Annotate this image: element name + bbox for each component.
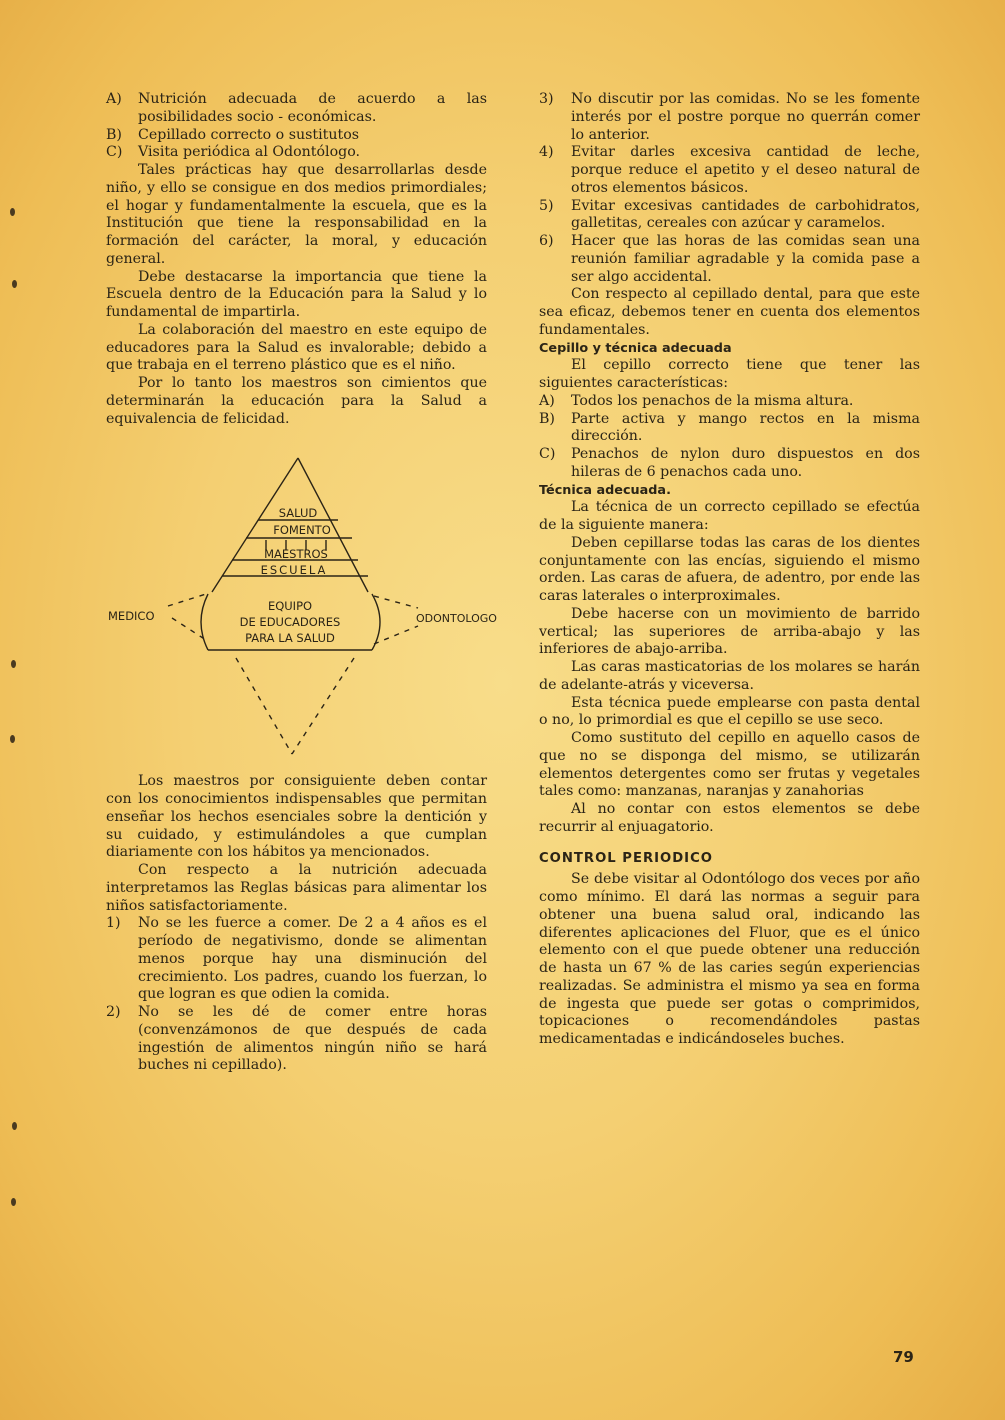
binding-hole-mark	[10, 208, 15, 216]
binding-hole-mark	[12, 1122, 17, 1130]
paragraph: Los maestros por consiguiente deben contar con los conocimientos indispensables que permitan enseñar los hechos esenciales sobre la dentición y su cuidado, y estimulándoles a que cumplan diariamente con los hábitos ya mencionados.	[106, 773, 487, 861]
paragraph: Debe destacarse la importancia que tiene la Escuela dentro de la Educación para la Salud y lo fundamental de impartirla.	[106, 268, 487, 320]
pyramid-diagram-svg	[106, 428, 497, 773]
paragraph: Deben cepillarse todas las caras de los dientes conjuntamente con las encías, siguiendo el mismo orden. Las caras de afuera, de adentro, por ende las caras laterales o interproximales.	[539, 534, 920, 604]
diagram-label-fomento: FOMENTO	[273, 523, 331, 538]
diagram-label-odontologo: ODONTOLOGO	[416, 612, 497, 626]
list-item: C) Visita periódica al Odontólogo.	[106, 144, 360, 161]
list-item: C) Penachos de nylon duro dispuestos en dos hileras de 6 penachos cada uno.	[539, 446, 920, 480]
binding-hole-mark	[11, 1198, 16, 1206]
diagram-label-salud: SALUD	[278, 506, 318, 521]
list-item: 4) Evitar darles excesiva cantidad de leche, porque reduce el apetito y el deseo natural de otros elementos básicos.	[539, 144, 920, 196]
paragraph: Debe hacerse con un movimiento de barrido vertical; las superiores de arriba-abajo y las inferiores de abajo-arriba.	[539, 605, 920, 658]
diagram-label-equipo: EQUIPO	[267, 599, 313, 614]
page-number: 79	[893, 1348, 914, 1366]
paragraph: El cepillo correcto tiene que tener las siguientes características:	[539, 357, 920, 391]
paragraph: Se debe visitar al Odontólogo dos veces por año como mínimo. El dará las normas a seguir para obtener una buena salud oral, indicando las diferentes aplicaciones del Fluor, que es el único elemento con el que puede obtener una reducción de hasta un 67 % de las caries según experiencias realizadas. Se administra el mismo ya sea en forma de ingesta que puede ser gotas o comprimidos, topicaciones o recomendándoles pastas medicamentadas e indicándoseles buches.	[539, 871, 920, 1047]
binding-hole-mark	[12, 280, 17, 288]
list-item: A) Todos los penachos de la misma altura.	[539, 392, 854, 409]
paragraph: Como sustituto del cepillo en aquello casos de que no se disponga del mismo, se utilizarán elementos detergentes como ser frutas y vegetales tales como: manzanas, naranjas y zanahorias	[539, 730, 920, 800]
binding-hole-mark	[11, 660, 16, 668]
paragraph: Con respecto a la nutrición adecuada interpretamos las Reglas básicas para alimentar los niños satisfactoriamente.	[106, 862, 487, 914]
paragraph: Por lo tanto los maestros son cimientos que determinarán la educación para la Salud a equivalencia de felicidad.	[106, 375, 487, 427]
list-item: 6) Hacer que las horas de las comidas sean una reunión familiar agradable y la comida pase a ser algo accidental.	[539, 233, 920, 285]
paragraph: La colaboración del maestro en este equipo de educadores para la Salud es invalorable; debido a que trabaja en el terreno plástico que es el niño.	[106, 321, 487, 374]
diagram-label-maestros: MAESTROS	[264, 547, 328, 562]
list-item: 1) No se les fuerce a comer. De 2 a 4 años es el período de negativismo, donde se alimentan menos porque hay una disminución del crecimiento. Los padres, cuando los fuerzan, lo que logran es que odien la comida.	[106, 915, 487, 1003]
subheading: Técnica adecuada.	[539, 482, 671, 498]
list-item: B) Parte activa y mango rectos en la misma dirección.	[539, 410, 920, 445]
paragraph: Con respecto al cepillado dental, para que este sea eficaz, debemos tener en cuenta dos elementos fundamentales.	[539, 286, 920, 338]
diagram-label-para-la-salud: PARA LA SALUD	[245, 631, 335, 646]
diagram-label-educadores: DE EDUCADORES	[239, 615, 341, 630]
list-item: 5) Evitar excesivas cantidades de carbohidratos, galletitas, cereales con azúcar y caramelos.	[539, 197, 920, 232]
paragraph: Las caras masticatorias de los molares se harán de adelante-atrás y viceversa.	[539, 659, 920, 693]
binding-hole-mark	[10, 735, 15, 743]
right-column	[539, 91, 920, 1049]
list-item: 3) No discutir por las comidas. No se les fomente interés por el postre porque no querrán comer lo anterior.	[539, 91, 920, 143]
paragraph: Esta técnica puede emplearse con pasta dental o no, lo primordial es que el cepillo se use seco.	[539, 694, 920, 729]
diagram-label-medico: MEDICO	[108, 609, 155, 624]
list-item: A) Nutrición adecuada de acuerdo a las posibilidades socio - económicas.	[106, 91, 487, 125]
list-item: B) Cepillado correcto o sustitutos	[106, 126, 360, 143]
health-education-diagram	[106, 428, 497, 773]
paragraph: Tales prácticas hay que desarrollarlas desde niño, y ello se consigue en dos medios primordiales; el hogar y fundamentalmente la escuela, que es la Institución que tiene la responsabilidad en la formación del carácter, la moral, y educación general.	[106, 162, 487, 267]
left-column	[106, 91, 497, 1075]
paragraph: Al no contar con estos elementos se debe recurrir al enjuagatorio.	[539, 801, 920, 835]
section-heading: CONTROL PERIODICO	[539, 850, 713, 866]
diagram-label-escuela: ESCUELA	[260, 563, 328, 578]
list-item: 2) No se les dé de comer entre horas (convenzámonos de que después de cada ingestión de alimentos ningún niño se hará buches ni cepillado).	[106, 1004, 487, 1074]
paragraph: La técnica de un correcto cepillado se efectúa de la siguiente manera:	[539, 499, 920, 533]
subheading: Cepillo y técnica adecuada	[539, 340, 732, 356]
